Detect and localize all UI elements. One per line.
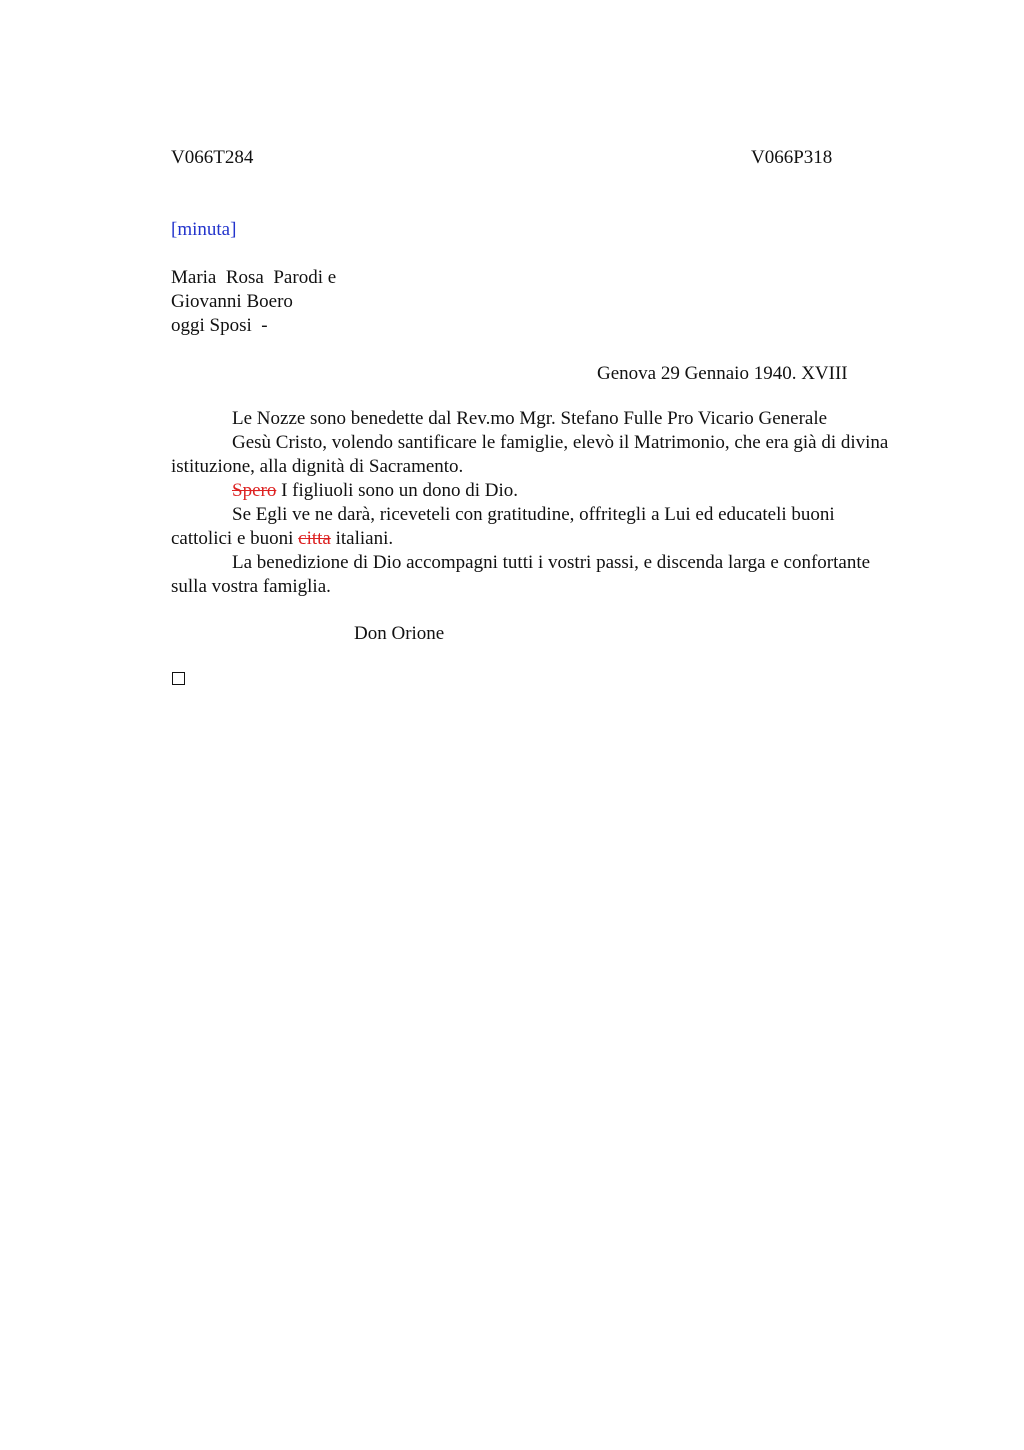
addressee-line-3: oggi Sposi - (171, 315, 268, 336)
archive-reference-left: V066T284 (171, 147, 254, 168)
body-paragraph-2: Gesù Cristo, volendo santificare le famiglie, elevò il Matrimonio, che era già di divina istituzione, alla dignità di Sacramento. (171, 432, 889, 477)
body-paragraph-4 (171, 503, 893, 551)
body-paragraph-4-end: italiani. (330, 528, 394, 549)
draft-note: [minuta] (171, 219, 237, 240)
body-paragraph-3 (171, 479, 893, 503)
signature: Don Orione (354, 623, 445, 644)
addressee-line-2: Giovanni Boero (171, 291, 293, 312)
place-date-line: Genova 29 Gennaio 1940. XVIII (597, 363, 848, 384)
body-paragraph-5: La benedizione di Dio accompagni tutti i vostri passi, e discenda larga e confortante sulla vostra famiglia. (171, 552, 871, 597)
struck-word-citta: citta (298, 528, 331, 549)
struck-word-spero: Spero (232, 480, 277, 501)
archive-reference-right: V066P318 (751, 147, 833, 168)
square-box-icon (172, 672, 185, 685)
body-paragraph-4-start: Se Egli ve ne darà, riceveteli con gratitudine, offritegli a Lui ed educateli buoni cattolici e buoni (171, 504, 835, 549)
body-paragraph-3-text: I figliuoli sono un dono di Dio. (276, 480, 519, 501)
body-paragraph-1: Le Nozze sono benedette dal Rev.mo Mgr. Stefano Fulle Pro Vicario Generale (232, 408, 828, 429)
addressee-line-1: Maria Rosa Parodi e (171, 267, 337, 288)
letter-body (171, 407, 893, 599)
